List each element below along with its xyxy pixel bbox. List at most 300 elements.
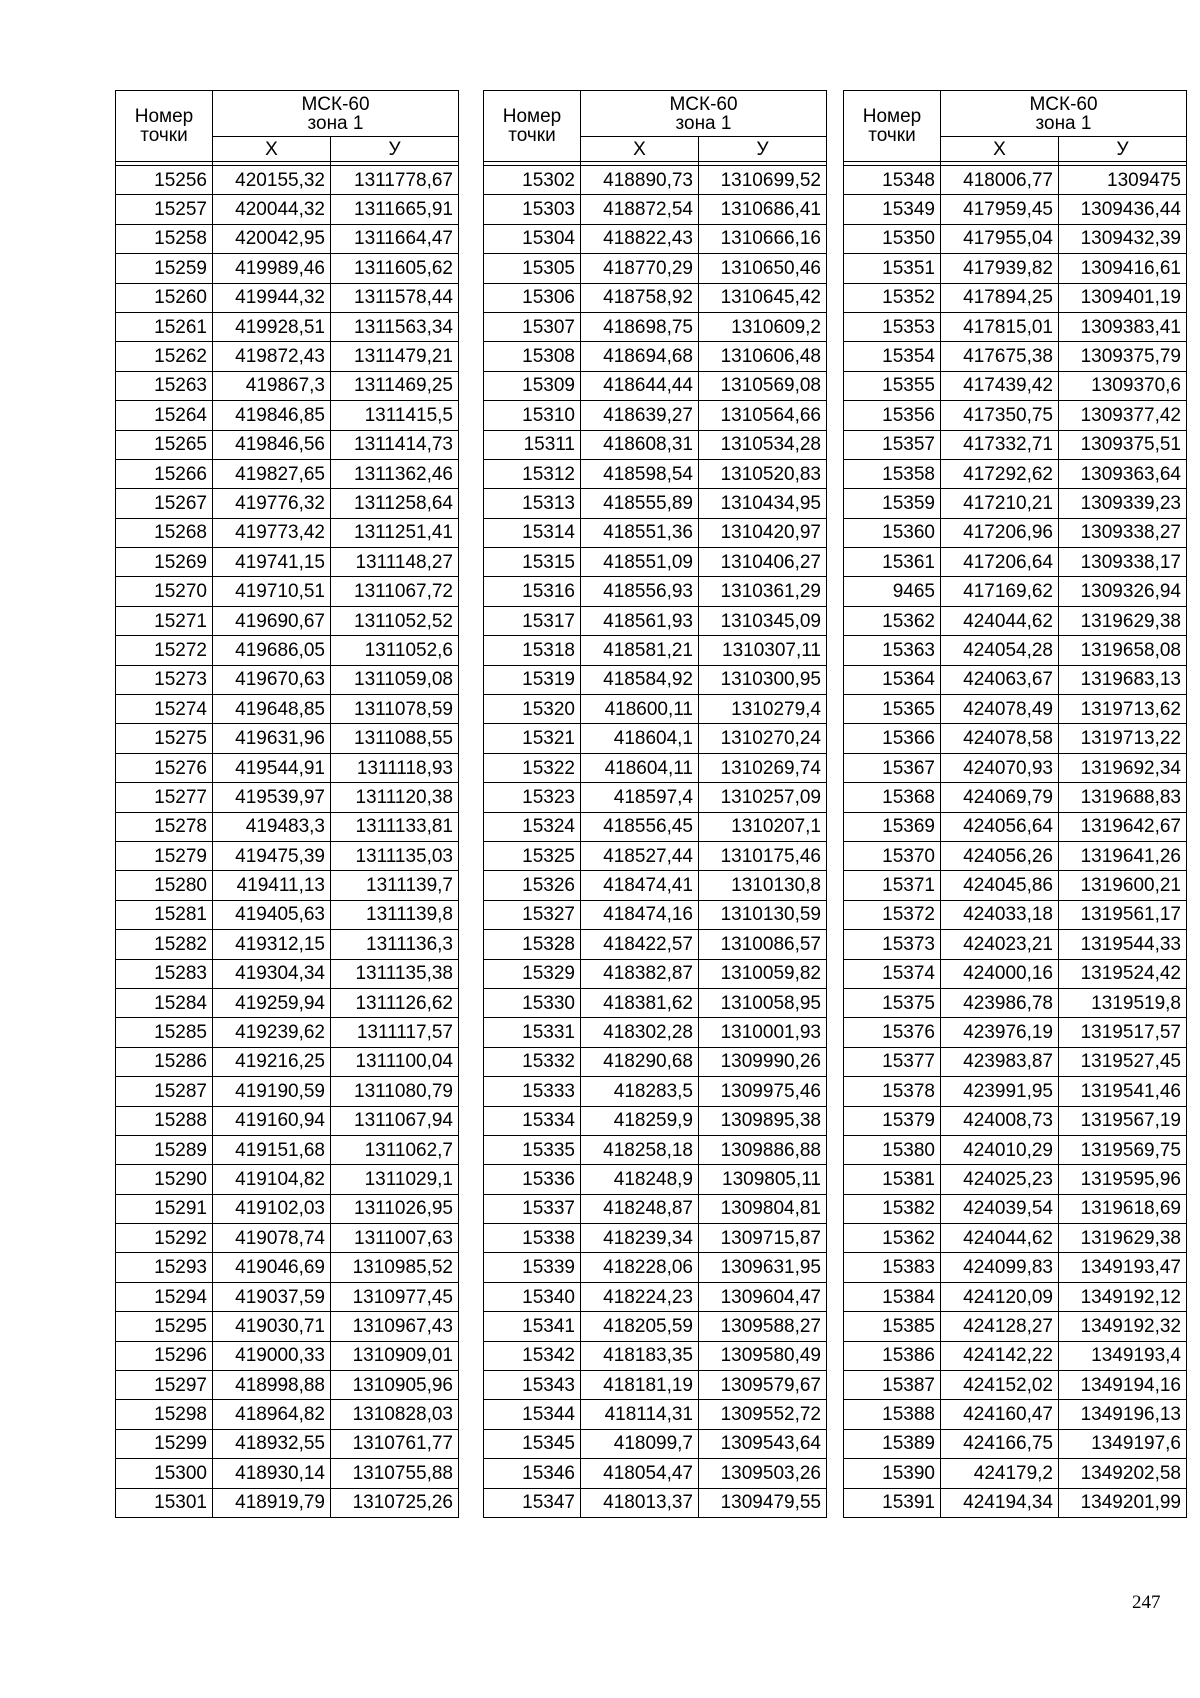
y-coordinate-cell: 1319527,45 (1059, 1047, 1187, 1076)
y-coordinate-cell: 1310086,57 (699, 930, 827, 959)
point-number-cell: 15341 (484, 1312, 581, 1341)
x-coordinate-cell: 424054,28 (941, 636, 1059, 665)
table-row (484, 430, 827, 459)
y-coordinate-cell: 1349192,12 (1059, 1282, 1187, 1311)
y-coordinate-cell: 1319595,96 (1059, 1165, 1187, 1194)
table-row (484, 900, 827, 929)
y-coordinate-cell: 1319600,21 (1059, 871, 1187, 900)
table-row (484, 783, 827, 812)
point-number-cell: 15331 (484, 1018, 581, 1047)
y-coordinate-cell: 1309805,11 (699, 1165, 827, 1194)
point-number-cell: 15305 (484, 254, 581, 283)
y-coordinate-cell: 1311118,93 (331, 753, 459, 782)
x-coordinate-cell: 418258,18 (581, 1135, 699, 1164)
y-coordinate-cell: 1309375,51 (1059, 430, 1187, 459)
point-number-cell: 15316 (484, 577, 581, 606)
table-row (844, 1341, 1187, 1370)
y-coordinate-cell: 1349196,13 (1059, 1400, 1187, 1429)
y-coordinate-cell: 1310257,09 (699, 783, 827, 812)
header-point-number: Номер точки (116, 91, 213, 162)
table-row (116, 636, 459, 665)
y-coordinate-cell: 1311258,64 (331, 489, 459, 518)
table-row (116, 1488, 459, 1517)
point-number-cell: 15335 (484, 1135, 581, 1164)
point-number-cell: 15362 (844, 606, 941, 635)
point-number-cell: 15268 (116, 518, 213, 547)
point-number-cell: 15298 (116, 1400, 213, 1429)
x-coordinate-cell: 417939,82 (941, 254, 1059, 283)
x-coordinate-cell: 419483,3 (213, 812, 331, 841)
table-row (116, 1224, 459, 1253)
y-coordinate-cell: 1311135,38 (331, 959, 459, 988)
table-row (484, 930, 827, 959)
table-row (484, 1400, 827, 1429)
y-coordinate-cell: 1319629,38 (1059, 1224, 1187, 1253)
table-row (116, 489, 459, 518)
table-row (484, 695, 827, 724)
table-row (844, 577, 1187, 606)
point-number-cell: 15309 (484, 371, 581, 400)
point-number-cell: 15330 (484, 988, 581, 1017)
x-coordinate-cell: 418598,54 (581, 459, 699, 488)
y-coordinate-cell: 1311067,94 (331, 1106, 459, 1135)
table-row (116, 1077, 459, 1106)
table-row (844, 430, 1187, 459)
table-row (484, 1135, 827, 1164)
point-number-cell: 15291 (116, 1194, 213, 1223)
table-row (484, 871, 827, 900)
table-row (116, 812, 459, 841)
y-coordinate-cell: 1309631,95 (699, 1253, 827, 1282)
x-coordinate-cell: 418556,45 (581, 812, 699, 841)
header-x: Х (213, 137, 331, 162)
point-number-cell: 15380 (844, 1135, 941, 1164)
table-row (116, 166, 459, 195)
x-coordinate-cell: 417675,38 (941, 342, 1059, 371)
point-number-cell: 15362 (844, 1224, 941, 1253)
table-row (844, 959, 1187, 988)
point-number-cell: 15365 (844, 695, 941, 724)
table-row (116, 606, 459, 635)
table-row (844, 1047, 1187, 1076)
x-coordinate-cell: 418604,1 (581, 724, 699, 753)
point-number-cell: 15377 (844, 1047, 941, 1076)
x-coordinate-cell: 418381,62 (581, 988, 699, 1017)
x-coordinate-cell: 419104,82 (213, 1165, 331, 1194)
table-row (844, 724, 1187, 753)
table-row (116, 783, 459, 812)
y-coordinate-cell: 1311133,81 (331, 812, 459, 841)
x-coordinate-cell: 418930,14 (213, 1459, 331, 1488)
y-coordinate-cell: 1311139,7 (331, 871, 459, 900)
point-number-cell: 15297 (116, 1371, 213, 1400)
table-row (484, 312, 827, 341)
y-coordinate-cell: 1309579,67 (699, 1371, 827, 1400)
table-row (116, 900, 459, 929)
table-row (844, 195, 1187, 224)
y-coordinate-cell: 1349194,16 (1059, 1371, 1187, 1400)
point-number-cell: 15261 (116, 312, 213, 341)
x-coordinate-cell: 419741,15 (213, 548, 331, 577)
x-coordinate-cell: 419160,94 (213, 1106, 331, 1135)
x-coordinate-cell: 424099,83 (941, 1253, 1059, 1282)
x-coordinate-cell: 418006,77 (941, 166, 1059, 195)
table-row (116, 1341, 459, 1370)
x-coordinate-cell: 419776,32 (213, 489, 331, 518)
table-row (844, 812, 1187, 841)
y-coordinate-cell: 1310361,29 (699, 577, 827, 606)
x-coordinate-cell: 417206,96 (941, 518, 1059, 547)
point-number-cell: 15328 (484, 930, 581, 959)
x-coordinate-cell: 419539,97 (213, 783, 331, 812)
x-coordinate-cell: 424069,79 (941, 783, 1059, 812)
y-coordinate-cell: 1309475 (1059, 166, 1187, 195)
table-row (844, 401, 1187, 430)
table-row (844, 224, 1187, 253)
x-coordinate-cell: 419867,3 (213, 371, 331, 400)
x-coordinate-cell: 418608,31 (581, 430, 699, 459)
x-coordinate-cell: 419239,62 (213, 1018, 331, 1047)
y-coordinate-cell: 1349192,32 (1059, 1312, 1187, 1341)
point-number-cell: 15292 (116, 1224, 213, 1253)
y-coordinate-cell: 1310564,66 (699, 401, 827, 430)
table-row (116, 459, 459, 488)
y-coordinate-cell: 1311605,62 (331, 254, 459, 283)
point-number-cell: 15375 (844, 988, 941, 1017)
table-row (116, 1400, 459, 1429)
table-row (484, 1371, 827, 1400)
x-coordinate-cell: 418581,21 (581, 636, 699, 665)
table-row (116, 1047, 459, 1076)
table-row (116, 1371, 459, 1400)
x-coordinate-cell: 418872,54 (581, 195, 699, 224)
y-coordinate-cell: 1310059,82 (699, 959, 827, 988)
x-coordinate-cell: 419710,51 (213, 577, 331, 606)
x-coordinate-cell: 418474,41 (581, 871, 699, 900)
y-coordinate-cell: 1309543,64 (699, 1429, 827, 1458)
header-x: Х (941, 137, 1059, 162)
table-row (116, 724, 459, 753)
point-number-cell: 15344 (484, 1400, 581, 1429)
x-coordinate-cell: 417894,25 (941, 283, 1059, 312)
x-coordinate-cell: 418694,68 (581, 342, 699, 371)
x-coordinate-cell: 419544,91 (213, 753, 331, 782)
table-row (844, 1253, 1187, 1282)
y-coordinate-cell: 1309580,49 (699, 1341, 827, 1370)
table-row (484, 254, 827, 283)
point-number-cell: 15308 (484, 342, 581, 371)
table-row (844, 1282, 1187, 1311)
y-coordinate-cell: 1311479,21 (331, 342, 459, 371)
x-coordinate-cell: 418555,89 (581, 489, 699, 518)
y-coordinate-cell: 1311135,03 (331, 841, 459, 870)
y-coordinate-cell: 1310175,46 (699, 841, 827, 870)
x-coordinate-cell: 418919,79 (213, 1488, 331, 1517)
y-coordinate-cell: 1309432,39 (1059, 224, 1187, 253)
point-number-cell: 15312 (484, 459, 581, 488)
point-number-cell: 15389 (844, 1429, 941, 1458)
y-coordinate-cell: 1311139,8 (331, 900, 459, 929)
y-coordinate-cell: 1319713,22 (1059, 724, 1187, 753)
point-number-cell: 15329 (484, 959, 581, 988)
table-row (116, 1135, 459, 1164)
y-coordinate-cell: 1311578,44 (331, 283, 459, 312)
y-coordinate-cell: 1309383,41 (1059, 312, 1187, 341)
y-coordinate-cell: 1311062,7 (331, 1135, 459, 1164)
y-coordinate-cell: 1309715,87 (699, 1224, 827, 1253)
y-coordinate-cell: 1310569,08 (699, 371, 827, 400)
x-coordinate-cell: 418758,92 (581, 283, 699, 312)
table-row (844, 489, 1187, 518)
table-row (844, 459, 1187, 488)
point-number-cell: 15302 (484, 166, 581, 195)
table-row (844, 930, 1187, 959)
point-number-cell: 15293 (116, 1253, 213, 1282)
x-coordinate-cell: 424008,73 (941, 1106, 1059, 1135)
y-coordinate-cell: 1349193,47 (1059, 1253, 1187, 1282)
point-number-cell: 15256 (116, 166, 213, 195)
table-row (844, 1224, 1187, 1253)
point-number-cell: 15276 (116, 753, 213, 782)
x-coordinate-cell: 423991,95 (941, 1077, 1059, 1106)
y-coordinate-cell: 1309338,27 (1059, 518, 1187, 547)
point-number-cell: 15348 (844, 166, 941, 195)
x-coordinate-cell: 419304,34 (213, 959, 331, 988)
y-coordinate-cell: 1309416,61 (1059, 254, 1187, 283)
table-row (484, 1341, 827, 1370)
x-coordinate-cell: 417955,04 (941, 224, 1059, 253)
y-coordinate-cell: 1310666,16 (699, 224, 827, 253)
table-row (484, 283, 827, 312)
x-coordinate-cell: 424063,67 (941, 665, 1059, 694)
y-coordinate-cell: 1310909,01 (331, 1341, 459, 1370)
x-coordinate-cell: 419827,65 (213, 459, 331, 488)
point-number-cell: 15257 (116, 195, 213, 224)
y-coordinate-cell: 1310001,93 (699, 1018, 827, 1047)
table-row (484, 166, 827, 195)
table-row (484, 665, 827, 694)
table-row (116, 1253, 459, 1282)
point-number-cell: 15313 (484, 489, 581, 518)
header-point-number: Номер точки (484, 91, 581, 162)
x-coordinate-cell: 419928,51 (213, 312, 331, 341)
x-coordinate-cell: 419405,63 (213, 900, 331, 929)
table-row (844, 1488, 1187, 1517)
y-coordinate-cell: 1310650,46 (699, 254, 827, 283)
point-number-cell: 15333 (484, 1077, 581, 1106)
point-number-cell: 15327 (484, 900, 581, 929)
page-number: 247 (1132, 1592, 1161, 1613)
point-number-cell: 15322 (484, 753, 581, 782)
point-number-cell: 15271 (116, 606, 213, 635)
point-number-cell: 15326 (484, 871, 581, 900)
x-coordinate-cell: 424045,86 (941, 871, 1059, 900)
table-row (844, 1165, 1187, 1194)
point-number-cell: 15288 (116, 1106, 213, 1135)
y-coordinate-cell: 1310307,11 (699, 636, 827, 665)
point-number-cell: 15287 (116, 1077, 213, 1106)
y-coordinate-cell: 1319692,34 (1059, 753, 1187, 782)
y-coordinate-cell: 1319569,75 (1059, 1135, 1187, 1164)
y-coordinate-cell: 1310606,48 (699, 342, 827, 371)
table-row (484, 606, 827, 635)
y-coordinate-cell: 1319541,46 (1059, 1077, 1187, 1106)
x-coordinate-cell: 419030,71 (213, 1312, 331, 1341)
x-coordinate-cell: 420042,95 (213, 224, 331, 253)
y-coordinate-cell: 1309326,94 (1059, 577, 1187, 606)
y-coordinate-cell: 1349201,99 (1059, 1488, 1187, 1517)
y-coordinate-cell: 1311120,38 (331, 783, 459, 812)
table-row (844, 1429, 1187, 1458)
table-row (116, 1194, 459, 1223)
table-row (844, 1077, 1187, 1106)
table-row (116, 254, 459, 283)
y-coordinate-cell: 1309990,26 (699, 1047, 827, 1076)
x-coordinate-cell: 417350,75 (941, 401, 1059, 430)
y-coordinate-cell: 1309363,64 (1059, 459, 1187, 488)
table-row (844, 636, 1187, 665)
x-coordinate-cell: 418644,44 (581, 371, 699, 400)
y-coordinate-cell: 1309338,17 (1059, 548, 1187, 577)
y-coordinate-cell: 1311007,63 (331, 1224, 459, 1253)
point-number-cell: 15364 (844, 665, 941, 694)
y-coordinate-cell: 1310279,4 (699, 695, 827, 724)
point-number-cell: 15260 (116, 283, 213, 312)
y-coordinate-cell: 1311414,73 (331, 430, 459, 459)
point-number-cell: 15317 (484, 606, 581, 635)
y-coordinate-cell: 1319641,26 (1059, 841, 1187, 870)
table-row (844, 518, 1187, 547)
point-number-cell: 15350 (844, 224, 941, 253)
point-number-cell: 15301 (116, 1488, 213, 1517)
table-row (844, 871, 1187, 900)
point-number-cell: 15357 (844, 430, 941, 459)
x-coordinate-cell: 424010,29 (941, 1135, 1059, 1164)
point-number-cell: 15349 (844, 195, 941, 224)
header-y: У (699, 137, 827, 162)
point-number-cell: 15374 (844, 959, 941, 988)
y-coordinate-cell: 1310269,74 (699, 753, 827, 782)
x-coordinate-cell: 419670,63 (213, 665, 331, 694)
table-row (116, 988, 459, 1017)
point-number-cell: 15275 (116, 724, 213, 753)
point-number-cell: 15266 (116, 459, 213, 488)
y-coordinate-cell: 1311469,25 (331, 371, 459, 400)
point-number-cell: 15265 (116, 430, 213, 459)
table-row (484, 1047, 827, 1076)
x-coordinate-cell: 418013,37 (581, 1488, 699, 1517)
header-coordinate-system: МСК-60 зона 1 (941, 91, 1187, 137)
x-coordinate-cell: 417439,42 (941, 371, 1059, 400)
table-row (484, 812, 827, 841)
x-coordinate-cell: 420155,32 (213, 166, 331, 195)
y-coordinate-cell: 1309552,72 (699, 1400, 827, 1429)
table-row (116, 1018, 459, 1047)
y-coordinate-cell: 1309339,23 (1059, 489, 1187, 518)
x-coordinate-cell: 424179,2 (941, 1459, 1059, 1488)
point-number-cell: 15378 (844, 1077, 941, 1106)
table-row (116, 1282, 459, 1311)
x-coordinate-cell: 419944,32 (213, 283, 331, 312)
x-coordinate-cell: 417210,21 (941, 489, 1059, 518)
header-y: У (1059, 137, 1187, 162)
point-number-cell: 15306 (484, 283, 581, 312)
y-coordinate-cell: 1310725,26 (331, 1488, 459, 1517)
point-number-cell: 15284 (116, 988, 213, 1017)
point-number-cell: 15315 (484, 548, 581, 577)
y-coordinate-cell: 1309895,38 (699, 1106, 827, 1135)
x-coordinate-cell: 424078,58 (941, 724, 1059, 753)
point-number-cell: 15387 (844, 1371, 941, 1400)
x-coordinate-cell: 418259,9 (581, 1106, 699, 1135)
point-number-cell: 15342 (484, 1341, 581, 1370)
table-row (116, 930, 459, 959)
point-number-cell: 15372 (844, 900, 941, 929)
x-coordinate-cell: 417292,62 (941, 459, 1059, 488)
x-coordinate-cell: 418183,35 (581, 1341, 699, 1370)
header-coordinate-system: МСК-60 зона 1 (581, 91, 827, 137)
point-number-cell: 15339 (484, 1253, 581, 1282)
y-coordinate-cell: 1311059,08 (331, 665, 459, 694)
point-number-cell: 15279 (116, 841, 213, 870)
table-row (116, 312, 459, 341)
point-number-cell: 15285 (116, 1018, 213, 1047)
x-coordinate-cell: 424142,22 (941, 1341, 1059, 1370)
point-number-cell: 15381 (844, 1165, 941, 1194)
point-number-cell: 15323 (484, 783, 581, 812)
y-coordinate-cell: 1309886,88 (699, 1135, 827, 1164)
y-coordinate-cell: 1310761,77 (331, 1429, 459, 1458)
table-row (844, 1018, 1187, 1047)
point-number-cell: 15356 (844, 401, 941, 430)
table-row (484, 1194, 827, 1223)
point-number-cell: 15299 (116, 1429, 213, 1458)
table-row (844, 841, 1187, 870)
y-coordinate-cell: 1311088,55 (331, 724, 459, 753)
y-coordinate-cell: 1310130,59 (699, 900, 827, 929)
y-coordinate-cell: 1311415,5 (331, 401, 459, 430)
y-coordinate-cell: 1311100,04 (331, 1047, 459, 1076)
point-number-cell: 15278 (116, 812, 213, 841)
y-coordinate-cell: 1309804,81 (699, 1194, 827, 1223)
point-number-cell: 15272 (116, 636, 213, 665)
point-number-cell: 15303 (484, 195, 581, 224)
point-number-cell: 15314 (484, 518, 581, 547)
point-number-cell: 15353 (844, 312, 941, 341)
point-number-cell: 15385 (844, 1312, 941, 1341)
y-coordinate-cell: 1310058,95 (699, 988, 827, 1017)
y-coordinate-cell: 1310977,45 (331, 1282, 459, 1311)
point-number-cell: 15370 (844, 841, 941, 870)
table-row (844, 900, 1187, 929)
table-row (844, 371, 1187, 400)
point-number-cell: 15289 (116, 1135, 213, 1164)
point-number-cell: 15340 (484, 1282, 581, 1311)
y-coordinate-cell: 1309436,44 (1059, 195, 1187, 224)
point-number-cell: 15359 (844, 489, 941, 518)
point-number-cell: 15304 (484, 224, 581, 253)
table-row (844, 1312, 1187, 1341)
y-coordinate-cell: 1311665,91 (331, 195, 459, 224)
y-coordinate-cell: 1310686,41 (699, 195, 827, 224)
x-coordinate-cell: 423976,19 (941, 1018, 1059, 1047)
y-coordinate-cell: 1309401,19 (1059, 283, 1187, 312)
y-coordinate-cell: 1309588,27 (699, 1312, 827, 1341)
y-coordinate-cell: 1319658,08 (1059, 636, 1187, 665)
x-coordinate-cell: 419151,68 (213, 1135, 331, 1164)
x-coordinate-cell: 424152,02 (941, 1371, 1059, 1400)
x-coordinate-cell: 418964,82 (213, 1400, 331, 1429)
